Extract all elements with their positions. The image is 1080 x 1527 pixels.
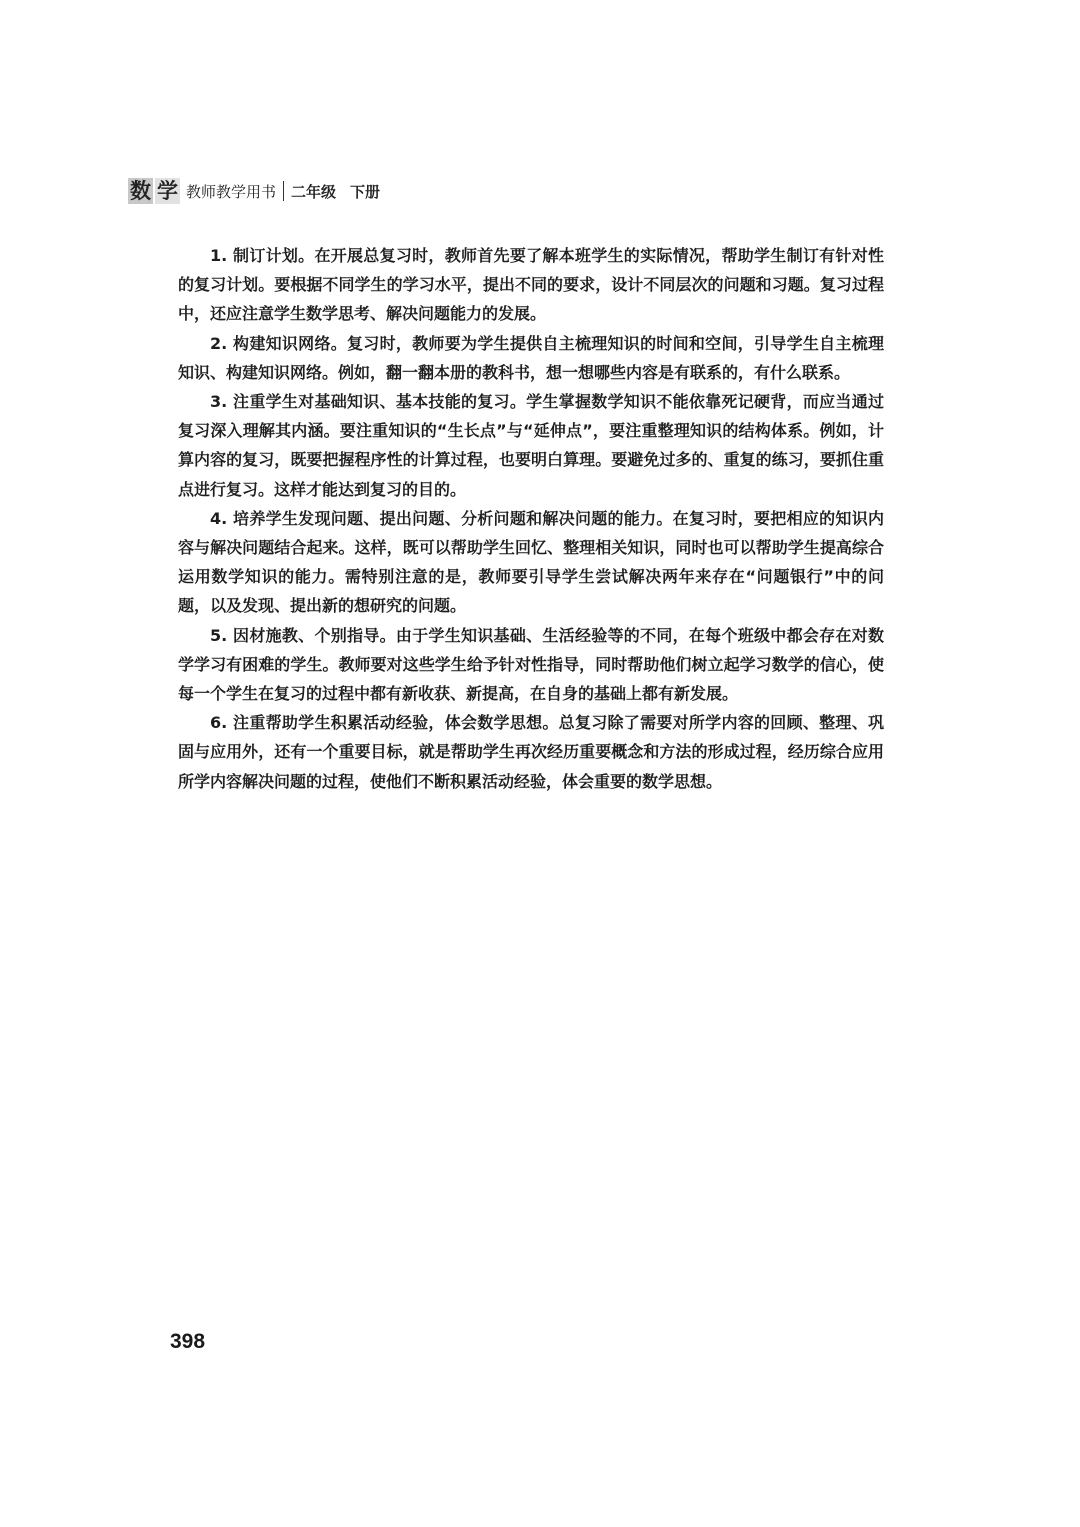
body-text: [178, 241, 884, 796]
running-header: [128, 176, 380, 206]
grade-label: 二年级: [291, 182, 337, 201]
paragraph-2: 2. 构建知识网络。复习时，教师要为学生提供自主梳理知识的时间和空间，引导学生自主梳理知识、构建知识网络。例如，翻一翻本册的教科书，想一想哪些内容是有联系的，有什么联系。: [178, 333, 884, 382]
book-title: 教师教学用书: [186, 182, 277, 201]
paragraph-4: 4. 培养学生发现问题、提出问题、分析问题和解决问题的能力。在复习时，要把相应的知识内容与解决问题结合起来。这样，既可以帮助学生回忆、整理相关知识，同时也可以帮助学生提高综合运用数学知识的能力。需特别注意的是，教师要引导学生尝试解决两年来存在“问题银行”中的问题，以及发现、提出新的想研究的问题。: [178, 508, 884, 616]
subject-char-shu: 数: [130, 178, 151, 203]
paragraph-6: 6. 注重帮助学生积累活动经验，体会数学思想。总复习除了需要对所学内容的回顾、整理、巩固与应用外，还有一个重要目标，就是帮助学生再次经历重要概念和方法的形成过程，经历综合应用所学内容解决问题的过程，使他们不断积累活动经验，体会重要的数学思想。: [178, 713, 884, 791]
page-number: 398: [170, 1330, 206, 1353]
paragraph-1: 1. 制订计划。在开展总复习时，教师首先要了解本班学生的实际情况，帮助学生制订有针对性的复习计划。要根据不同学生的学习水平，提出不同的要求，设计不同层次的问题和习题。复习过程中，还应注意学生数学思考、解决问题能力的发展。: [178, 246, 884, 324]
volume-label: 下册: [350, 182, 381, 201]
paragraph-3: 3. 注重学生对基础知识、基本技能的复习。学生掌握数学知识不能依靠死记硬背，而应当通过复习深入理解其内涵。要注重知识的“生长点”与“延伸点”，要注重整理知识的结构体系。例如，计算内容的复习，既要把握程序性的计算过程，也要明白算理。要避免过多的、重复的练习，要抓住重点进行复习。这样才能达到复习的目的。: [178, 392, 884, 499]
paragraph-5: 5. 因材施教、个别指导。由于学生知识基础、生活经验等的不同，在每个班级中都会存在对数学学习有困难的学生。教师要对这些学生给予针对性指导，同时帮助他们树立起学习数学的信心，使每一个学生在复习的过程中都有新收获、新提高，在自身的基础上都有新发展。: [178, 625, 884, 704]
subject-char-xue: 学: [157, 178, 178, 203]
header-divider: [283, 181, 284, 201]
subject-logo: [128, 178, 180, 204]
